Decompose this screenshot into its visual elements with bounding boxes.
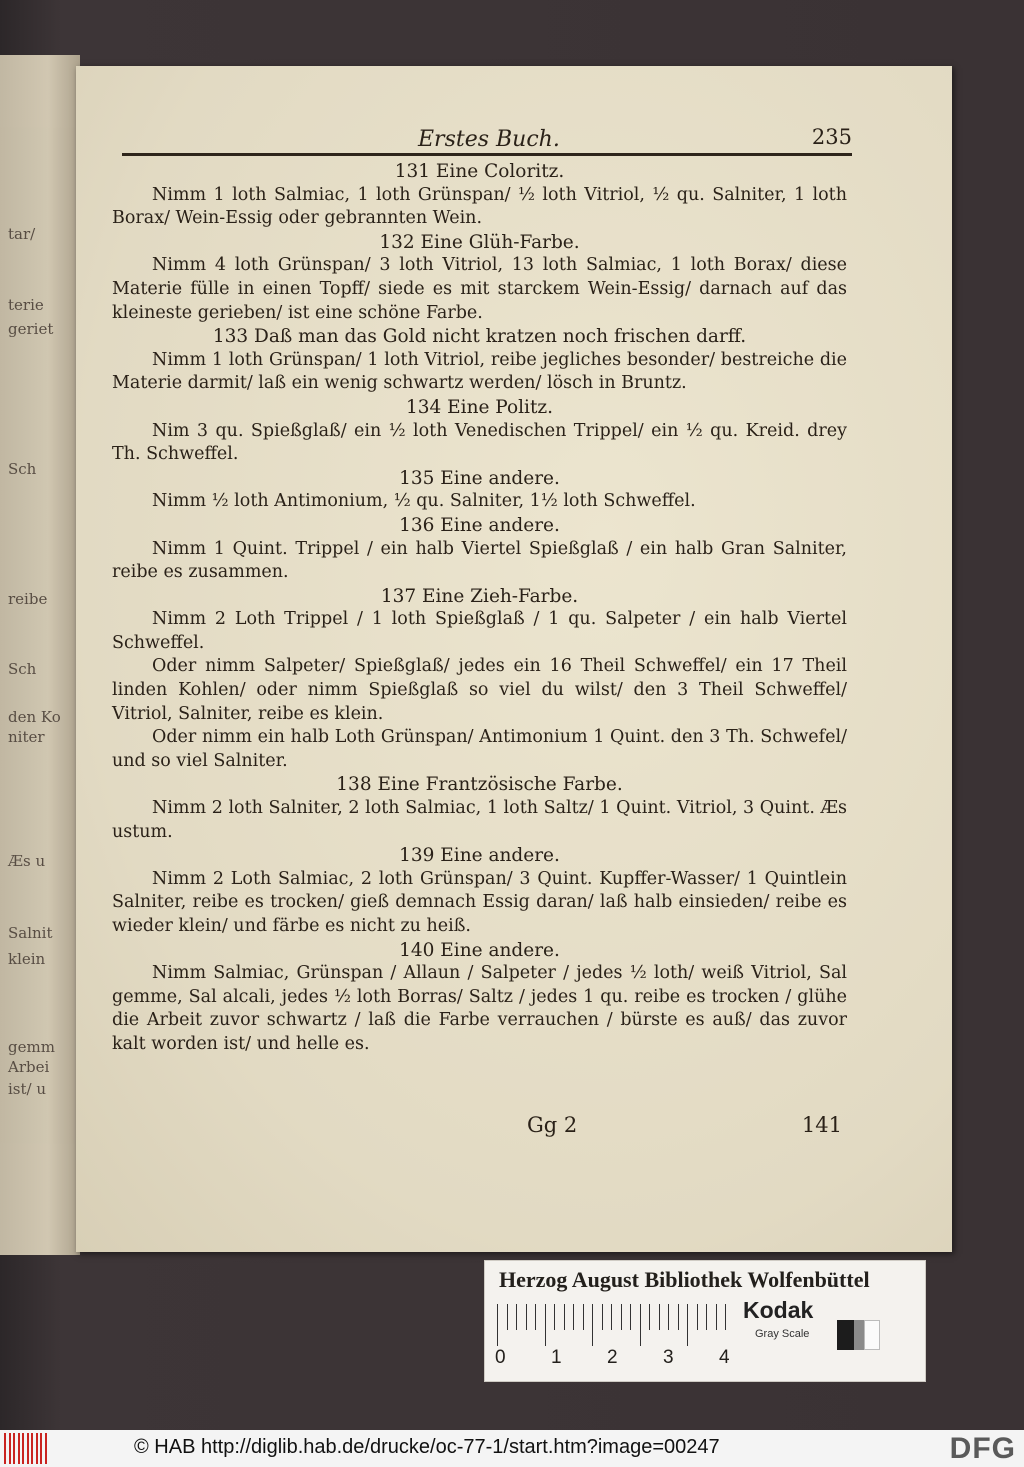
dfg-logo: DFG <box>949 1432 1016 1465</box>
ruler-tick <box>687 1304 688 1346</box>
ruler-tick <box>678 1304 679 1330</box>
ruler-tick <box>716 1304 717 1330</box>
ruler-tick <box>545 1304 546 1346</box>
scale-label: 0 <box>495 1347 506 1368</box>
entry-paragraph: Nimm Salmiac, Grünspan / Allaun / Salpeter / jedes ½ loth/ weiß Vitriol, Sal gemme, Sal alcali, jedes ½ loth Borras/ Saltz / jedes 1 qu. reibe es trocken / glühe die Arbeit zuvor schwartz / laß die Farbe verrauchen / bürste es auß/ das zuvor kalt worden ist/ und helle es. <box>112 963 847 1054</box>
entry-heading: 135 Eine andere. <box>399 467 560 489</box>
entry-paragraph: Nimm ½ loth Antimonium, ½ qu. Salniter, 1½ loth Schweffel. <box>152 491 696 512</box>
scale-labels <box>495 1347 755 1371</box>
ruler-tick <box>697 1304 698 1330</box>
ruler-tick <box>554 1304 555 1330</box>
ruler-tick <box>573 1304 574 1330</box>
previous-page-fragment: gemm <box>8 1038 55 1056</box>
hab-barcode-icon <box>4 1433 48 1464</box>
ruler-tick <box>516 1304 517 1330</box>
barcode-bar <box>40 1433 42 1464</box>
entry-paragraph: Nimm 4 loth Grünspan/ 3 loth Vitriol, 13 loth Salmiac, 1 loth Borax/ diese Materie fülle in einen Topff/ siede es mit starckem Wein-Essig/ darnach auf das kleineste gerieben/ ist eine schöne Farbe. <box>112 255 847 323</box>
kodak-logo: Kodak <box>743 1297 814 1323</box>
entry-paragraph: Nimm 2 Loth Salmiac, 2 loth Grünspan/ 3 Quint. Kupffer-Wasser/ 1 Quintlein Salniter, reibe es trocken/ gieß demnach Essig daran/ laß halb einsieden/ reibe es wieder klein/ und färbe es nicht zu heiß. <box>112 868 847 936</box>
entry-heading: 133 Daß man das Gold nicht kratzen noch frischen darff. <box>212 326 747 348</box>
barcode-bar <box>31 1433 33 1464</box>
previous-page-fragment: klein <box>8 950 46 968</box>
gray-patch-dark <box>837 1320 854 1350</box>
barcode-bar <box>9 1433 11 1464</box>
footer-bar <box>0 1430 1024 1467</box>
previous-page-fragment: reibe <box>8 590 48 608</box>
barcode-bar <box>4 1433 6 1464</box>
ruler-tick <box>526 1304 527 1330</box>
previous-page-fragment: tar/ <box>8 225 36 243</box>
previous-page-fragment: Sch <box>8 660 37 678</box>
previous-page-fragment: Salnit <box>8 924 53 942</box>
barcode-bar <box>18 1433 20 1464</box>
ruler-tick <box>497 1304 498 1346</box>
entry-paragraph: Nimm 1 loth Salmiac, 1 loth Grünspan/ ½ loth Vitriol, ½ qu. Salniter, 1 loth Borax/ Wein-Essig oder gebrannten Wein. <box>112 184 847 229</box>
previous-page-edge <box>0 55 80 1255</box>
ruler-tick <box>649 1304 650 1330</box>
entry-heading: 131 Eine Coloritz. <box>394 161 565 182</box>
ruler-tick <box>621 1304 622 1330</box>
gray-patch-mid <box>854 1320 864 1350</box>
ruler-tick <box>630 1304 631 1330</box>
barcode-bar <box>45 1433 47 1464</box>
barcode-bar <box>27 1433 29 1464</box>
entry-heading: 136 Eine andere. <box>399 514 560 536</box>
ruler-tick <box>592 1304 593 1346</box>
previous-page-fragment: Æs u <box>8 852 46 870</box>
barcode-bar <box>13 1433 15 1464</box>
running-head-title: Erstes Buch. <box>418 127 560 152</box>
ruler-tick <box>611 1304 612 1330</box>
page-text <box>112 160 847 1057</box>
previous-page-fragment: geriet <box>8 320 54 338</box>
previous-page-fragment: den Ko <box>8 708 61 726</box>
scale-label: 1 <box>551 1347 562 1368</box>
entry-heading: 140 Eine andere. <box>399 939 560 961</box>
entry-heading: 138 Eine Frantzösische Farbe. <box>336 774 623 796</box>
ruler-tick <box>668 1304 669 1330</box>
ruler-tick <box>640 1304 641 1346</box>
previous-page-fragment: ist/ u <box>8 1080 47 1098</box>
entry-paragraph: Nimm 2 Loth Trippel / 1 loth Spießglaß / 1 qu. Salpeter / ein halb Viertel Schweffel. <box>112 609 847 653</box>
library-color-card <box>484 1260 926 1382</box>
ruler-tick <box>725 1304 726 1330</box>
previous-page-fragment: terie <box>8 296 44 314</box>
entry-heading: 134 Eine Politz. <box>405 396 554 418</box>
ruler-tick <box>535 1304 536 1330</box>
scale-label: 2 <box>607 1347 618 1368</box>
ruler-tick <box>507 1304 508 1330</box>
previous-page-fragment: Sch <box>8 460 37 478</box>
header-rule <box>122 153 852 156</box>
library-name: Herzog August Bibliothek Wolfenbüttel <box>499 1267 870 1292</box>
entry-paragraph: Nimm 1 Quint. Trippel / ein halb Viertel Spießglaß / ein halb Gran Salniter, reibe es zusammen. <box>112 538 847 583</box>
entry-paragraph: Nimm 1 loth Grünspan/ 1 loth Vitriol, reibe jegliches besonder/ bestreiche die Materie darmit/ laß ein wenig schwartz werden/ lösch in Bruntz. <box>112 349 847 394</box>
entry-heading: 139 Eine andere. <box>399 845 560 867</box>
signature-mark: Gg 2 <box>527 1113 578 1137</box>
ruler-tick <box>659 1304 660 1330</box>
ruler-tick <box>602 1304 603 1330</box>
previous-page-fragment: Arbei <box>8 1058 50 1076</box>
previous-page-fragment: niter <box>8 728 45 746</box>
footer-credit-link[interactable]: © HAB http://diglib.hab.de/drucke/oc-77-1/start.htm?image=00247 <box>134 1436 720 1458</box>
barcode-bar <box>22 1433 24 1464</box>
scale-label: 4 <box>719 1347 730 1368</box>
barcode-bar <box>36 1433 38 1464</box>
ruler-tick <box>706 1304 707 1330</box>
entry-paragraph: Oder nimm ein halb Loth Grünspan/ Antimonium 1 Quint. den 3 Th. Schwefel/ und so viel Salniter. <box>112 727 847 771</box>
scale-label: 3 <box>663 1347 674 1368</box>
entry-paragraph: Nimm 2 loth Salniter, 2 loth Salmiac, 1 loth Saltz/ 1 Quint. Vitriol, 3 Quint. Æs ustum. <box>112 798 847 842</box>
gray-patch-light <box>864 1320 880 1350</box>
running-head <box>122 125 852 155</box>
running-head-page-number: 235 <box>811 125 852 149</box>
entry-heading: 132 Eine Glüh-Farbe. <box>379 231 580 253</box>
entry-paragraph: Oder nimm Salpeter/ Spießglaß/ jedes ein 16 Theil Schweffel/ ein 17 Theil linden Kohlen/ oder nimm Spießglaß so viel du wilst/ den 3 Theil Schweffel/ Vitriol, Salniter, reibe es klein. <box>112 656 847 724</box>
folio-number: 141 <box>801 1113 842 1137</box>
ruler-tick <box>564 1304 565 1330</box>
entry-heading: 137 Eine Zieh-Farbe. <box>380 585 579 607</box>
ruler-tick <box>583 1304 584 1330</box>
gray-scale-label: Gray Scale <box>755 1328 810 1340</box>
entry-paragraph: Nim 3 qu. Spießglaß/ ein ½ loth Venedischen Trippel/ ein ½ qu. Kreid. drey Th. Schweffel. <box>112 420 847 465</box>
page-foot <box>112 1113 842 1143</box>
